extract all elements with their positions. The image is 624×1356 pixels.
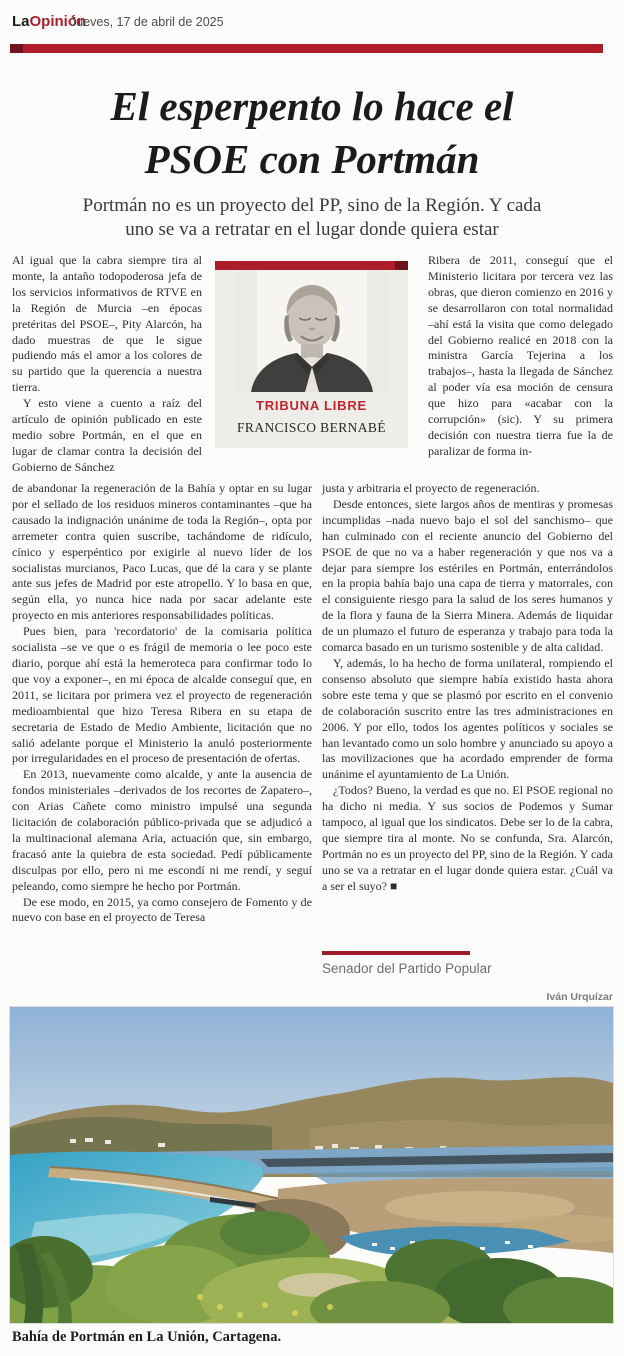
author-portrait: [237, 270, 387, 392]
body-paragraph: de abandonar la regeneración de la Bahía y optar en su lugar por el sellado de los residuos mineros contaminantes –que ha causado la indignación unánime de toda la Región–, opta por arremeter contra quien suscribe, tachándome de ridículo, cínico y esperpéntico por exigirle al nuevo líder de los socialistas murcianos, Paco Lucas, que dé la cara y se plante ante sus jefes de Madrid por este atropello. Y lo basa en que, según ella, yo nunca hice nada por sacar adelante este proyecto en mis anteriores responsabilidades políticas.: [12, 481, 312, 623]
article-subhead: [52, 194, 572, 242]
signature-rule: [322, 951, 470, 955]
author-signature: [322, 951, 562, 976]
body-paragraph: justa y arbitraria el proyecto de regeneración.: [322, 481, 540, 495]
body-paragraph: Desde entonces, siete largos años de mentiras y promesas incumplidas –nada nuevo bajo el sol del sanchismo– que han culminado con el reciente anuncio del Gobierno del PSOE de que no va a haber regeneración y que nos va a dejar para siempre los estériles en Portmán, enterrándolos en la propia bahía bajo una capa de tierra y matorrales, con el consiguiente riesgo para la salud de los seres humanos y de la flora y fauna de la Sierra Minera. Además de liquidar de un plumazo el futuro de esperanza y trabajo para toda la comarca basado en un turismo sostenible y de alta calidad.: [322, 496, 613, 655]
body-paragraph: Pues bien, para 'recordatorio' de la comisaria política socialista –se ve que o es frágil de memoria o lee poco este diario, porque ahí está la hemeroteca para confirmar todo lo que voy a exponer–, en mi época de alcalde conseguí que, en 2011, se licitara por primera vez el proyecto de regeneración medioambiental que hizo Teresa Ribera en su etapa de secretaria de Estado de Medio Ambiente, licitación que no salió adelante porque el Ministerio la anuló posteriormente por irregularidades en el proceso de presentación de ofertas.: [12, 624, 312, 766]
edition-date: Jueves, 17 de abril de 2025: [70, 15, 224, 29]
article-headline: [0, 80, 624, 186]
body-paragraph: ¿Todos? Bueno, la verdad es que no. El PSOE regional no ha dicho ni media. Y sus socios de Podemos y Sumar tampoco, al igual que los sindicatos. Debe ser lo de la cabra, que siempre tira al monte. No se confunda, Sra. Alarcón, Portmán no es un proyecto del PP, sino de la Región. Y cada uno se va a retratar en el lugar donde quiera estar. ¿Cuál va a ser el suyo? ■: [322, 783, 613, 893]
author-box: [215, 261, 408, 448]
masthead-rule: [10, 44, 603, 53]
column-right-narrow: [428, 253, 613, 460]
author-box-rule-cap: [395, 261, 408, 270]
photo-credit: Iván Urquízar: [546, 991, 613, 1003]
headline-line-2: PSOE con Portmán: [144, 136, 480, 182]
photo-caption: Bahía de Portmán en La Unión, Cartagena.: [12, 1329, 282, 1345]
body-paragraph: De ese modo, en 2015, ya como consejero de Fomento y de nuevo con base en el proyecto de Teresa: [12, 894, 312, 925]
body-paragraph: Ribera de 2011, conseguí que el Ministerio licitara por tercera vez las obras, que dieron comienzo en 2016 y se desarrollaron con total normalidad –ahí está la visita que como delegado del Gobierno realicé en 2018 con la ministra García Tejerina a los trabajos–, hasta la llegada de Sánchez al poder vía esa moción de censura que hizo para «acabar con la corrupción» (sic). Y su primera decisión con nuestra tierra fue la de paralizar de forma in-: [428, 253, 613, 458]
kicker-label: TRIBUNA LIBRE: [255, 398, 368, 413]
article-photo: [10, 1007, 613, 1323]
subhead-line-1: Portmán no es un proyecto del PP, sino de la Región. Y cada: [82, 195, 542, 216]
column-left-wide: [12, 481, 312, 926]
logo-la: La: [12, 13, 30, 30]
masthead-rule-cap: [10, 44, 23, 53]
body-paragraph: Y esto viene a cuento a raíz del artículo de opinión publicado en este medio sobre Portmán, en el que en lugar de clamar contra la decisión del Gobierno de Sánchez: [12, 396, 202, 474]
body-paragraph: En 2013, nuevamente como alcalde, y ante la ausencia de fondos ministeriales –derivados de los recortes de Zapatero–, con Arias Cañete como ministro impulsé una segunda licitación de colaboración público-privada que se adjudicó a la multinacional alemana Aria, actuación que, sin embargo, fracasó ante la quiebra de esta sociedad. Pedí públicamente disculpas por ello, pero ni me escondí ni me rendí, y seguí peleando, como siempre he hecho por Portmán.: [12, 767, 312, 893]
subhead-line-2: uno se va a retratar en el lugar donde quiera estar: [125, 219, 499, 240]
portman-bay-illustration: [10, 1007, 613, 1323]
column-left-narrow: [12, 253, 202, 476]
logo-opinion: Opinión: [29, 13, 87, 30]
body-paragraph: Al igual que la cabra siempre tira al monte, la antaño todopoderosa jefa de los servicios informativos de RTVE en la Región de Murcia –en épocas pretéritas del PSOE–, Pity Alarcón, ha dado muestras de que le sigue pudiendo más el amor a los colores de su partido que la querencia a nuestra tierra.: [12, 253, 202, 395]
author-panel: [215, 270, 408, 448]
author-role: Senador del Partido Popular: [322, 961, 492, 976]
body-paragraph: Y, además, lo ha hecho de forma unilateral, rompiendo el consenso absoluto que siempre había existido hasta ahora sobre este tema y que se plasmó por escrito en el convenio de colaboración suscrito entre las tres administraciones en 2006. Y por ello, todos los agentes políticos y sociales se han levantado como un solo hombre y anunciado su apoyo a las movilizaciones que ha acordado emprender de forma unánime el ayuntamiento de La Unión.: [322, 655, 613, 782]
column-right-wide: [322, 481, 613, 895]
author-name: FRANCISCO BERNABÉ: [237, 420, 386, 435]
author-box-rule: [215, 261, 408, 270]
headline-line-1: El esperpento lo hace el: [110, 83, 514, 129]
